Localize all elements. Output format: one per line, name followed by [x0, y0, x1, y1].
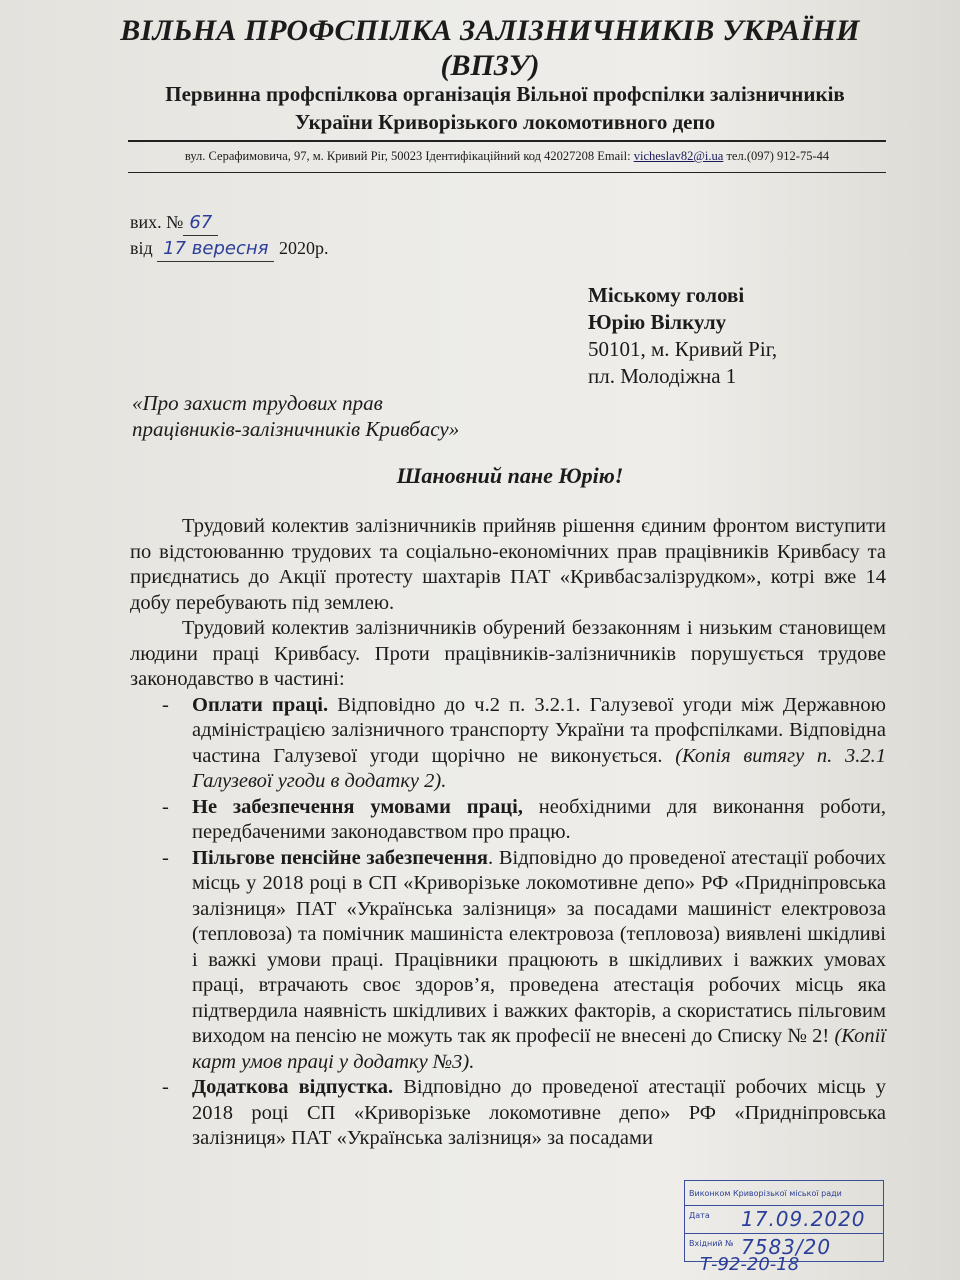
outgoing-number — [130, 210, 218, 236]
outgoing-number-value: 67 — [183, 211, 218, 236]
stamp-date-row — [685, 1205, 883, 1234]
org-subtitle — [110, 80, 900, 136]
addressee-name: Юрію Вілкулу — [588, 310, 727, 334]
stamp-date-value: 17.09.2020 — [741, 1207, 866, 1231]
stamp-number-value: 7583/20 — [741, 1235, 832, 1259]
list-item — [130, 795, 886, 846]
org-contacts — [128, 148, 886, 164]
list-item — [130, 846, 886, 1076]
body-paragraph: Трудовий колектив залізничників прийняв рішення єдиним фронтом виступити по відстоюванню трудових та соціально-економічних прав працівників Кривбасу та приєднатись до Акції протесту шахтарів ПАТ «Кривбасзалізрудком», котрі вже 14 добу перебувають під землею. — [130, 515, 886, 614]
stamp-number-label: Вхідний № — [689, 1239, 734, 1248]
list-item-text: Відповідно до ч.2 п. 3.2.1. Галузевої угоди між Державною адміністрацією залізничного транспорту України та профспілками. Відповідна частина Галузевої угоди щорічно не виконується. — [192, 693, 886, 767]
stamp-header: Виконком Криворізької міської ради — [689, 1189, 842, 1198]
violations-list — [130, 693, 886, 1152]
outgoing-number-label: вих. № — [130, 212, 184, 232]
list-item — [130, 693, 886, 795]
list-item — [130, 1075, 886, 1152]
contacts-phone: тел.(097) 912-75-44 — [723, 149, 830, 163]
stamp-header-row — [685, 1181, 883, 1206]
list-dash: - — [162, 1076, 169, 1098]
outgoing-date — [130, 236, 328, 262]
stamp-date-label: Дата — [689, 1211, 710, 1220]
body-paragraph: Трудовий колектив залізничників обурений беззаконням і низьким становищем людини праці Кривбасу. Проти працівників-залізничників порушується трудове законодавство в частині: — [130, 617, 886, 690]
org-title: ВІЛЬНА ПРОФСПІЛКА ЗАЛІЗНИЧНИКІВ УКРАЇНИ — [120, 14, 860, 47]
list-item-note: (Копія витягу п. 3.2.1 Галузевої угоди в додатку 2). — [192, 744, 886, 792]
header-rule-bottom — [128, 172, 886, 173]
org-subtitle-line: Первинна профспілкова організація Вільної профспілки залізничників — [165, 82, 845, 106]
list-item-heading: Оплати праці. — [192, 693, 329, 716]
list-item-heading: Не забезпечення умовами праці, — [192, 795, 523, 818]
list-item-note: (Копії карт умов праці у додатку №3). — [192, 1025, 886, 1073]
stamp-code: Т-92-20-18 — [700, 1254, 800, 1275]
outgoing-date-value: 17 вересня — [157, 237, 274, 262]
addressee-position: Міському голові — [588, 283, 745, 307]
outgoing-date-label: від — [130, 238, 153, 258]
header-rule-top — [128, 140, 886, 142]
list-item-heading: Додаткова відпустка. — [192, 1076, 394, 1098]
list-item-text: необхідними для виконання роботи, передбаченими законодавством про працю. — [192, 795, 887, 843]
outgoing-year: 2020р. — [278, 238, 329, 258]
org-abbreviation: (ВПЗУ) — [440, 49, 540, 82]
list-item-text: Відповідно до проведеної атестації робочих місць у 2018 році СП «Криворізьке локомотивне депо» РФ «Придніпровська залізниця» ПАТ «Українська залізниця» за посадами — [192, 1076, 886, 1149]
greeting: Шановний пане Юрію! — [396, 463, 624, 488]
letter-subject — [132, 390, 459, 442]
addressee-street: пл. Молодіжна 1 — [588, 364, 737, 388]
subject-line: працівників-залізничників Кривбасу» — [132, 417, 460, 441]
subject-line: «Про захист трудових прав — [132, 391, 383, 415]
addressee-block — [588, 282, 777, 390]
list-dash: - — [162, 846, 169, 869]
addressee-city: 50101, м. Кривий Ріг, — [588, 337, 778, 361]
list-dash: - — [162, 693, 169, 716]
registration-stamp — [684, 1180, 884, 1262]
contacts-email: vicheslav82@i.ua — [633, 149, 724, 163]
org-subtitle-line: України Криворізького локомотивного депо — [294, 110, 716, 134]
contacts-address: вул. Серафимовича, 97, м. Кривий Ріг, 50023 Ідентифікаційний код 42027208 Email: — [184, 149, 634, 163]
letter-body — [130, 514, 886, 1152]
list-item-heading: Пільгове пенсійне забезпечення — [192, 846, 489, 869]
list-dash: - — [162, 795, 169, 818]
list-item-text: . Відповідно до проведеної атестації робочих місць у 2018 році в СП «Криворізьке локомотивне депо» РФ «Придніпровська залізниця» ПАТ «Українська залізниця» за посадами машиніст електровоза (тепловоза) та помічник машиніста електровоза (тепловоза) виявлені шкідливі і важкі умови праці. Працівники працюють в шкідливих і важких умовах праці, втрачають своє здоров’я, проведена атестація робочих місць яка підтвердила наявність шкідливих і важких факторів, а скористатись пільговим виходом на пенсію не можуть так як професії не внесені до Списку № 2! — [192, 846, 886, 1047]
